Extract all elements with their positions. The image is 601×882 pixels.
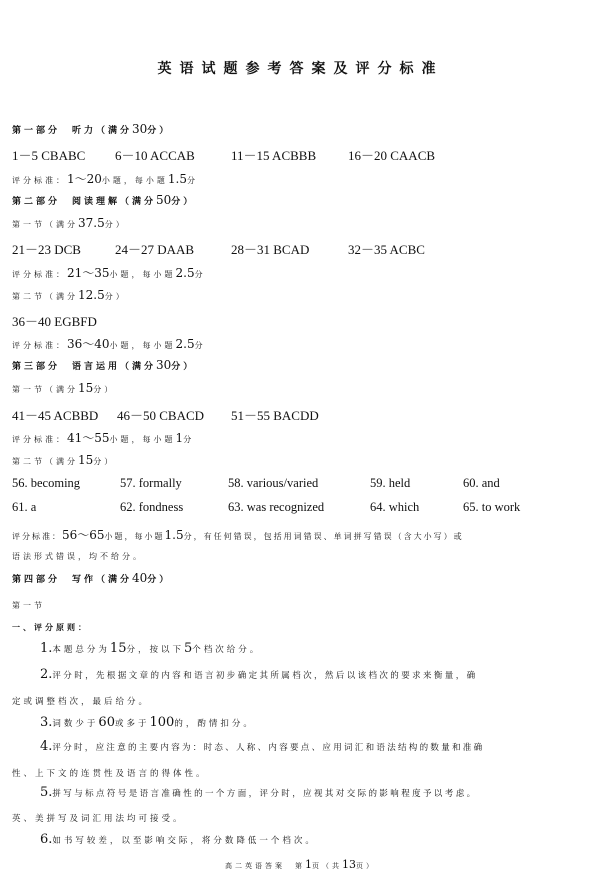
part3-section1-heading: [12, 381, 115, 395]
principle-text: 拼写与标点符号是语言准确性的一个方面，评分时，应视其对交际的影响程度予以考虑。: [52, 789, 478, 799]
part4-heading-text: 第四部分 写作（满分: [12, 575, 133, 585]
principle-text: 分，按以下: [126, 645, 184, 655]
part3-heading-text: 第三部分 语言运用（满分: [12, 362, 157, 372]
principle-2: [40, 667, 478, 682]
rule-label: 评分标准：: [12, 176, 67, 185]
fill-answer: 60. and: [463, 476, 500, 490]
fill-answer: 61. a: [12, 500, 37, 514]
rule-label: 评分标准：: [12, 532, 62, 541]
part1-answers: [12, 145, 435, 164]
principle-1: [40, 641, 261, 656]
principle-value: 100: [149, 715, 175, 730]
principle-number: 3.: [40, 715, 53, 730]
fill-answer: 62. fondness: [120, 500, 184, 514]
principles-title: 一、评分原则：: [12, 623, 89, 632]
rule-unit: 分: [194, 341, 206, 350]
part1-heading-text: 第一部分 听力（满分: [12, 126, 133, 136]
part2-heading-text: 第二部分 阅读理解（满分: [12, 197, 157, 207]
section-end: 分）: [93, 385, 116, 394]
footer-text: 页（共: [312, 862, 342, 870]
principle-value: 15: [109, 641, 127, 656]
section-label: 第一节（满分: [12, 220, 78, 229]
rule-unit: 分: [194, 270, 206, 279]
page-title: 英语试题参考答案及评分标准: [157, 61, 444, 77]
answer-group: 51－55 BACDD: [231, 408, 319, 423]
answer-group: 11－15 ACBBB: [231, 148, 317, 163]
principle-text: 的，酌情扣分。: [174, 719, 255, 729]
part4-section1: 第一节: [12, 601, 45, 610]
part3-section1-rule: [12, 429, 194, 446]
part3-section1-answers: [12, 405, 319, 424]
part3-section2-heading: [12, 453, 115, 467]
answer-group: 46－50 CBACD: [117, 408, 205, 423]
footer-page-number: 1: [305, 858, 312, 871]
rule-range: 56～65: [62, 528, 105, 542]
part4-heading-end: 分）: [147, 575, 172, 585]
fill-answer: 64. which: [370, 500, 420, 514]
rule-label: 评分标准：: [12, 341, 67, 350]
rule-range: 21～35: [67, 266, 110, 280]
rule-score: 1: [175, 431, 184, 445]
answer-group: 24－27 DAAB: [115, 242, 195, 257]
part4-heading-score: 40: [132, 571, 148, 585]
part3-heading-score: 30: [156, 358, 172, 372]
rule-range: 1～20: [67, 172, 102, 186]
principle-number: 2.: [40, 667, 53, 682]
rule-text: 小题，每小题: [109, 270, 176, 279]
principle-4: [40, 739, 484, 754]
answer-group: 28－31 BCAD: [231, 242, 310, 257]
part3-section2-rule: [12, 526, 464, 543]
section-end: 分）: [104, 220, 127, 229]
principle-number: 1.: [40, 641, 53, 656]
section-score: 37.5: [78, 216, 105, 230]
answer-group: 6－10 ACCAB: [115, 148, 195, 163]
rule-range: 36～40: [67, 337, 110, 351]
rule-score: 2.5: [175, 266, 195, 280]
part1-heading-end: 分）: [147, 126, 172, 136]
fill-answer: 57. formally: [120, 476, 182, 490]
section-end: 分）: [93, 457, 116, 466]
fill-answer: 56. becoming: [12, 476, 81, 490]
fill-answer: 58. various/varied: [228, 476, 319, 490]
section-label: 第一节（满分: [12, 385, 78, 394]
principle-text: 评分时，先根据文章的内容和语言初步确定其所属档次，然后以该档次的要求来衡量，确: [52, 671, 478, 681]
principle-5-cont: 英、美拼写及词汇用法均可接受。: [12, 814, 185, 824]
footer-text: 高二英语答案 第: [225, 862, 305, 870]
rule-unit: 分: [187, 176, 198, 185]
part2-section2-rule: [12, 335, 206, 352]
rule-label: 评分标准：: [12, 435, 67, 444]
answer-group: 16－20 CAACB: [348, 148, 436, 163]
part3-section2-rule-cont: 语法形式错误，均不给分。: [12, 552, 144, 561]
principle-text: 本题总分为: [52, 645, 110, 655]
part3-heading-end: 分）: [171, 362, 196, 372]
part2-heading-score: 50: [156, 193, 172, 207]
principle-2-cont: 定或调整档次，最后给分。: [12, 697, 151, 707]
rule-text: 小题，每小题: [101, 176, 168, 185]
section-score: 15: [78, 453, 94, 467]
section-score: 15: [78, 381, 94, 395]
rule-range: 41～55: [67, 431, 110, 445]
answer-group: 32－35 ACBC: [348, 242, 425, 257]
part2-section1-heading: [12, 216, 127, 230]
part2-section1-rule: [12, 264, 206, 281]
page-footer: [0, 858, 601, 871]
answer-group: 41－45 ACBBD: [12, 408, 99, 423]
part2-section1-answers: [12, 239, 425, 258]
part1-heading-score: 30: [132, 122, 148, 136]
footer-page-total: 13: [342, 858, 356, 871]
part2-section2-heading: [12, 288, 127, 302]
principle-text: 如书写较差，以至影响交际，将分数降低一个档次。: [52, 836, 317, 846]
section-label: 第二节（满分: [12, 457, 78, 466]
answer-group: 21－23 DCB: [12, 242, 81, 257]
answer-group: 1－5 CBABC: [12, 148, 86, 163]
part2-heading-end: 分）: [171, 197, 196, 207]
principle-value: 60: [98, 715, 115, 730]
principle-4-cont: 性、上下文的连贯性及语言的得体性。: [12, 769, 208, 779]
section-score: 12.5: [78, 288, 105, 302]
rule-label: 评分标准：: [12, 270, 67, 279]
rule-text: 小题，每小题: [109, 341, 176, 350]
rule-text: 小题，每小题: [109, 435, 176, 444]
rule-text: 小题，每小题: [104, 532, 165, 541]
section-label: 第二节（满分: [12, 292, 78, 301]
part1-heading: [12, 122, 171, 136]
principle-value: 5: [183, 641, 193, 656]
principle-5: [40, 785, 478, 800]
principle-text: 评分时，应注意的主要内容为：时态、人称、内容要点、应用词汇和语法结构的数量和准确: [52, 743, 485, 753]
principle-number: 4.: [40, 739, 53, 754]
fill-answer: 59. held: [370, 476, 411, 490]
section-end: 分）: [104, 292, 127, 301]
rule-score: 2.5: [175, 337, 195, 351]
principle-text: 个档次给分。: [192, 645, 262, 655]
rule-unit: 分: [183, 435, 195, 444]
principle-3: [40, 715, 255, 730]
rule-score: 1.5: [164, 528, 184, 542]
footer-text: 页）: [356, 862, 376, 870]
part3-heading: [12, 358, 195, 372]
part4-heading: [12, 571, 171, 585]
principle-number: 6.: [40, 832, 53, 847]
part1-rule: [12, 170, 198, 187]
principle-text: 词数少于: [52, 719, 99, 729]
fill-answer: 63. was recognized: [228, 500, 325, 514]
fill-answer: 65. to work: [463, 500, 521, 514]
rule-score: 1.5: [167, 172, 187, 186]
principle-text: 或多于: [114, 719, 150, 729]
part2-heading: [12, 193, 195, 207]
principle-6: [40, 832, 317, 847]
part2-section2-answers: 36－40 EGBFD: [12, 314, 97, 329]
principle-number: 5.: [40, 785, 53, 800]
rule-detail: 分，有任何错误，包括用词错误、单词拼写错误（含大小写）或: [183, 532, 464, 541]
